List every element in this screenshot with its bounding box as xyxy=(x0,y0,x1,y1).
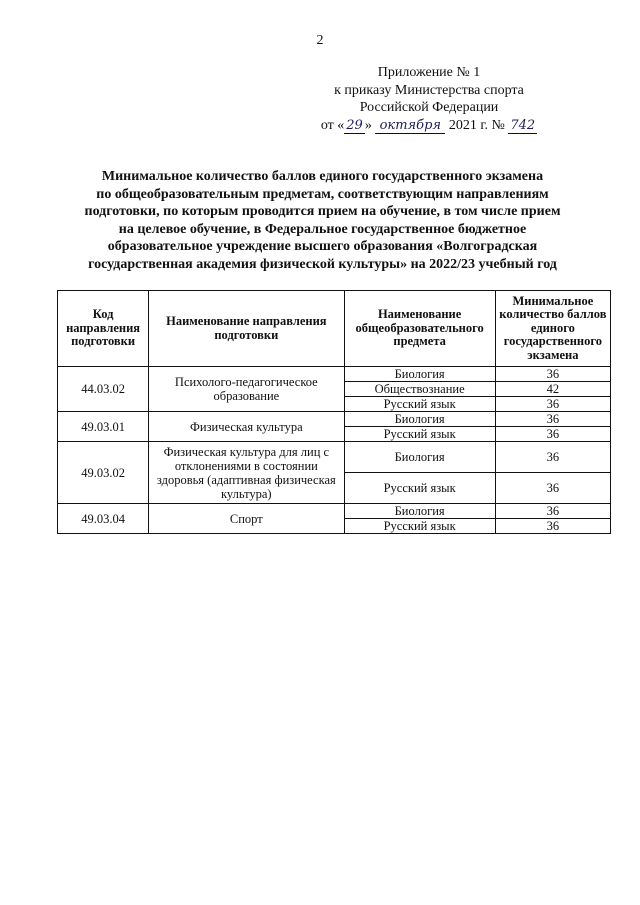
table-row xyxy=(58,412,611,427)
appendix-block xyxy=(314,64,544,134)
cell-score: 42 xyxy=(495,382,610,397)
cell-subject: Биология xyxy=(344,442,495,473)
cell-code: 49.03.01 xyxy=(58,412,149,442)
scores-table xyxy=(57,290,611,534)
cell-score: 36 xyxy=(495,473,610,504)
cell-score: 36 xyxy=(495,427,610,442)
title-line: подготовки, по которым проводится прием на обучение, в том числе прием xyxy=(84,204,561,219)
date-year: 2021 г. № xyxy=(448,117,505,133)
header-score: Минимальное количество баллов единого государственного экзамена xyxy=(495,291,610,367)
header-subject: Наименование общеобразовательного предмета xyxy=(344,291,495,367)
cell-subject: Русский язык xyxy=(344,473,495,504)
date-prefix: от « xyxy=(320,117,345,133)
date-mid: » xyxy=(364,117,372,133)
title-line: государственная академия физической культуры» на 2022/23 учебный год xyxy=(88,256,557,272)
handwritten-month: октября xyxy=(375,119,445,134)
table-header-row xyxy=(58,291,611,367)
title-line: образовательное учреждение высшего образования «Волгоградская xyxy=(107,239,538,254)
cell-subject: Биология xyxy=(344,504,495,519)
cell-direction: Физическая культура для лиц с отклонениями в состоянии здоровья (адаптивная физическая культура) xyxy=(149,442,344,504)
appendix-ministry: Российской Федерации xyxy=(359,100,499,115)
cell-score: 36 xyxy=(495,412,610,427)
handwritten-day: 29 xyxy=(346,117,363,133)
header-code: Код направления подготовки xyxy=(58,291,149,367)
cell-score: 36 xyxy=(495,504,610,519)
appendix-order-ref: к приказу Министерства спорта xyxy=(334,82,524,98)
document-title xyxy=(70,168,575,273)
cell-subject: Биология xyxy=(344,412,495,427)
cell-code: 49.03.04 xyxy=(58,504,149,534)
table-row xyxy=(58,442,611,473)
appendix-date-line xyxy=(314,117,544,135)
header-direction: Наименование направления подготовки xyxy=(149,291,344,367)
cell-direction: Спорт xyxy=(149,504,344,534)
cell-code: 49.03.02 xyxy=(58,442,149,504)
cell-code: 44.03.02 xyxy=(58,367,149,412)
title-line: Минимальное количество баллов единого государственного экзамена xyxy=(101,169,544,184)
cell-subject: Русский язык xyxy=(344,397,495,412)
table-row xyxy=(58,367,611,382)
cell-direction: Физическая культура xyxy=(149,412,344,442)
table-row xyxy=(58,504,611,519)
cell-score: 36 xyxy=(495,397,610,412)
cell-direction: Психолого-педагогическое образование xyxy=(149,367,344,412)
title-line: на целевое обучение, в Федеральное государственное бюджетное xyxy=(118,221,527,237)
cell-score: 36 xyxy=(495,519,610,534)
page-number: 2 xyxy=(316,33,324,48)
handwritten-number: 742 xyxy=(510,117,536,133)
cell-subject: Обществознание xyxy=(344,382,495,397)
cell-subject: Биология xyxy=(344,367,495,382)
cell-subject: Русский язык xyxy=(344,427,495,442)
cell-score: 36 xyxy=(495,442,610,473)
cell-score: 36 xyxy=(495,367,610,382)
title-line: по общеобразовательным предметам, соответствующим направлениям xyxy=(96,186,549,202)
appendix-title: Приложение № 1 xyxy=(377,65,481,80)
cell-subject: Русский язык xyxy=(344,519,495,534)
